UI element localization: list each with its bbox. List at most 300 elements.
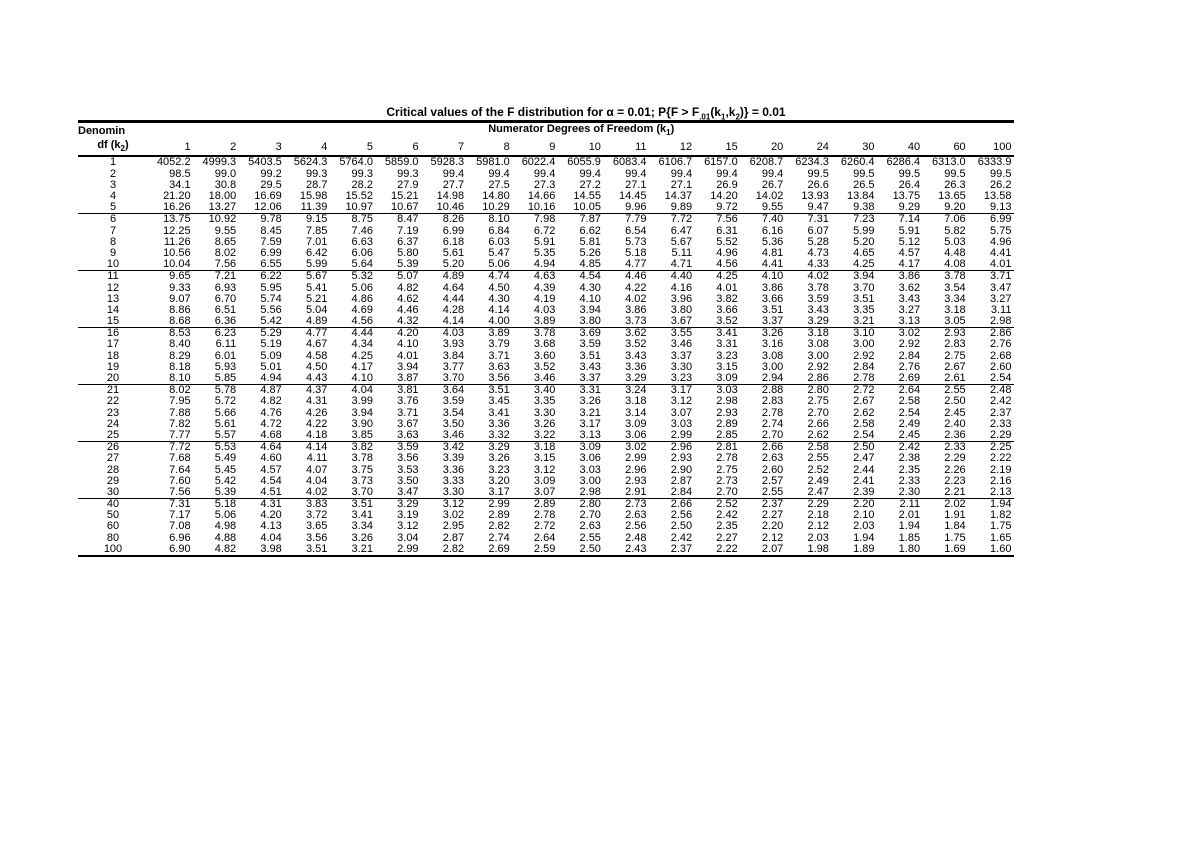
critical-value-cell: 99.4: [761, 167, 784, 180]
numerator-df-header: 6: [376, 139, 422, 156]
critical-value-cell: 3.09: [716, 372, 738, 385]
critical-value-cell: 2.58: [898, 395, 921, 408]
critical-value-cell: 4.64: [442, 281, 465, 294]
critical-value-cell: 2.93: [716, 406, 738, 419]
critical-value-cell: 4.32: [397, 315, 419, 328]
critical-value-cell: 2.69: [898, 372, 921, 385]
critical-value-cell: 4.82: [260, 395, 282, 408]
critical-value-cell: 27.1: [670, 178, 693, 191]
critical-value-cell: 3.16: [761, 338, 784, 351]
critical-value-cell: 3.31: [716, 338, 738, 351]
critical-value-cell: 7.98: [513, 214, 559, 226]
critical-value-cell: 13.58: [983, 190, 1012, 203]
denominator-df-cell: 17: [106, 338, 120, 351]
critical-value-cell: 3.26: [533, 417, 556, 430]
critical-value-cell: 3.36: [488, 417, 510, 430]
critical-value-cell: 1.65: [990, 531, 1012, 544]
critical-value-cell: 2.99: [376, 544, 422, 556]
critical-value-cell: 5.82: [944, 224, 966, 237]
critical-value-cell: 4.03: [533, 303, 556, 316]
critical-value-cell: 2.26: [944, 463, 966, 476]
critical-value-cell: 3.02: [878, 328, 924, 340]
critical-value-cell: 3.51: [285, 544, 331, 556]
numerator-df-header: 8: [467, 139, 513, 156]
critical-value-cell: 3.80: [579, 315, 601, 328]
critical-value-cell: 2.29: [990, 428, 1012, 441]
critical-value-cell: 3.66: [761, 292, 784, 305]
critical-value-cell: 3.21: [853, 315, 875, 328]
critical-value-cell: 3.04: [397, 531, 419, 544]
critical-value-cell: 5.73: [625, 235, 647, 248]
critical-value-cell: 10.46: [436, 201, 465, 214]
title-sub1: .01: [699, 112, 711, 122]
critical-value-cell: 7.82: [169, 417, 191, 430]
critical-value-cell: 4.82: [397, 281, 419, 294]
denominator-df-cell: 2: [109, 167, 117, 180]
critical-value-cell: 2.80: [558, 499, 604, 511]
critical-value-cell: 5.61: [442, 246, 465, 259]
critical-value-cell: 5.66: [214, 406, 237, 419]
critical-value-cell: 5.03: [944, 235, 966, 248]
header-row-2: [78, 139, 1014, 156]
critical-value-cell: 2.70: [716, 485, 738, 498]
critical-value-cell: 2.88: [741, 385, 787, 397]
critical-value-cell: 3.13: [898, 315, 921, 328]
critical-value-cell: 4.02: [305, 485, 328, 498]
critical-value-cell: 2.56: [670, 509, 693, 522]
critical-value-cell: 2.67: [853, 395, 875, 408]
critical-value-cell: 2.90: [670, 463, 693, 476]
critical-value-cell: 5.39: [397, 258, 419, 271]
critical-value-cell: 6313.0: [932, 156, 966, 169]
critical-value-cell: 99.4: [442, 167, 465, 180]
critical-value-cell: 5.85: [214, 372, 237, 385]
critical-value-cell: 4.74: [467, 271, 513, 283]
critical-value-cell: 3.46: [670, 338, 693, 351]
critical-value-cell: 3.94: [397, 360, 419, 373]
critical-value-cell: 7.19: [397, 224, 419, 237]
critical-value-cell: 4.81: [761, 246, 784, 259]
critical-value-cell: 5.67: [285, 271, 331, 283]
table-row: [78, 453, 1014, 464]
critical-value-cell: 6333.9: [977, 156, 1012, 169]
critical-value-cell: 2.45: [898, 428, 921, 441]
critical-value-cell: 3.03: [670, 417, 693, 430]
critical-value-cell: 5859.0: [384, 156, 419, 169]
critical-value-cell: 2.23: [944, 474, 966, 487]
table-row: [78, 544, 1014, 556]
critical-value-cell: 3.34: [351, 520, 373, 533]
numerator-df-header: 1: [148, 139, 194, 156]
critical-value-cell: 2.89: [513, 499, 559, 511]
denominator-df-cell: 28: [106, 463, 120, 476]
critical-value-cell: 2.72: [533, 520, 556, 533]
critical-value-cell: 3.08: [807, 338, 829, 351]
critical-value-cell: 4.72: [260, 417, 282, 430]
critical-value-cell: 4.67: [305, 338, 328, 351]
critical-value-cell: 3.62: [604, 328, 650, 340]
critical-value-cell: 3.13: [579, 428, 601, 441]
critical-value-cell: 6234.3: [795, 156, 829, 169]
critical-value-cell: 7.56: [695, 214, 741, 226]
critical-value-cell: 13.75: [892, 190, 921, 203]
critical-value-cell: 3.70: [442, 372, 465, 385]
denominator-df-cell: 5: [109, 201, 117, 214]
critical-value-cell: 3.82: [716, 292, 738, 305]
critical-value-cell: 4.98: [214, 520, 237, 533]
denominator-df-cell: 15: [106, 315, 120, 328]
title-prefix: Critical values of the F distribution for: [386, 105, 607, 119]
critical-value-cell: 4.10: [397, 338, 419, 351]
critical-value-cell: 3.10: [832, 328, 878, 340]
critical-value-cell: 5.49: [214, 452, 237, 465]
denominator-df-cell: 18: [106, 349, 120, 362]
table-row: [78, 202, 1014, 214]
critical-value-cell: 2.78: [716, 452, 738, 465]
critical-value-cell: 4.26: [305, 406, 328, 419]
critical-value-cell: 2.92: [807, 360, 829, 373]
title-sub3: 2: [735, 112, 740, 122]
critical-value-cell: 2.02: [923, 499, 969, 511]
critical-value-cell: 3.15: [716, 360, 738, 373]
critical-value-cell: 4.94: [533, 258, 556, 271]
critical-value-cell: 6286.4: [886, 156, 921, 169]
critical-value-cell: 5.28: [807, 235, 829, 248]
critical-value-cell: 2.60: [761, 463, 784, 476]
critical-value-cell: 3.08: [761, 349, 784, 362]
denominator-df-cell: 80: [106, 531, 120, 544]
critical-value-cell: 1.60: [969, 544, 1015, 556]
critical-value-cell: 3.75: [351, 463, 373, 476]
table-row: [78, 226, 1014, 237]
critical-value-cell: 4.40: [650, 271, 696, 283]
critical-value-cell: 2.43: [604, 544, 650, 556]
critical-value-cell: 6.51: [214, 303, 237, 316]
critical-value-cell: 2.50: [944, 395, 966, 408]
critical-value-cell: 7.87: [558, 214, 604, 226]
critical-value-cell: 4.48: [944, 246, 966, 259]
critical-value-cell: 14.98: [436, 190, 465, 203]
critical-value-cell: 3.23: [670, 372, 693, 385]
critical-value-cell: 4.77: [625, 258, 647, 271]
critical-value-cell: 3.32: [488, 428, 510, 441]
critical-value-cell: 4.73: [807, 246, 829, 259]
critical-value-cell: 2.66: [650, 499, 696, 511]
critical-value-cell: 3.22: [533, 428, 556, 441]
critical-value-cell: 3.03: [579, 463, 601, 476]
critical-value-cell: 2.61: [944, 372, 966, 385]
critical-value-cell: 9.72: [716, 201, 738, 214]
critical-value-cell: 4.01: [716, 281, 738, 294]
critical-value-cell: 2.29: [786, 499, 832, 511]
critical-value-cell: 3.47: [990, 281, 1012, 294]
critical-value-cell: 5.99: [305, 258, 328, 271]
critical-value-cell: 2.83: [944, 338, 966, 351]
critical-value-cell: 4.25: [695, 271, 741, 283]
critical-value-cell: 99.4: [670, 167, 693, 180]
critical-value-cell: 7.06: [923, 214, 969, 226]
critical-value-cell: 3.23: [716, 349, 738, 362]
critical-value-cell: 4.07: [305, 463, 328, 476]
critical-value-cell: 3.34: [944, 292, 966, 305]
critical-value-cell: 3.89: [467, 328, 513, 340]
critical-value-cell: 99.2: [260, 167, 282, 180]
critical-value-cell: 1.75: [944, 531, 966, 544]
row-label-line1: Denomin: [78, 122, 148, 140]
critical-value-cell: 26.4: [898, 178, 921, 191]
critical-value-cell: 7.72: [650, 214, 696, 226]
critical-value-cell: 28.2: [351, 178, 373, 191]
critical-value-cell: 3.19: [397, 509, 419, 522]
critical-value-cell: 4.13: [260, 520, 282, 533]
critical-value-cell: 10.92: [194, 214, 240, 226]
critical-value-cell: 2.55: [923, 385, 969, 397]
critical-value-cell: 3.51: [467, 385, 513, 397]
critical-value-cell: 4.54: [558, 271, 604, 283]
critical-value-cell: 2.33: [923, 442, 969, 454]
critical-value-cell: 5.35: [533, 246, 556, 259]
critical-value-cell: 21.20: [163, 190, 191, 203]
critical-value-cell: 3.62: [898, 281, 921, 294]
critical-value-cell: 4.39: [533, 281, 556, 294]
critical-value-cell: 2.86: [807, 372, 829, 385]
critical-value-cell: 5.56: [260, 303, 282, 316]
numerator-df-header: 60: [923, 139, 969, 156]
critical-value-cell: 27.1: [625, 178, 647, 191]
critical-value-cell: 6.16: [761, 224, 784, 237]
critical-value-cell: 3.00: [579, 474, 601, 487]
critical-value-cell: 8.86: [169, 303, 191, 316]
critical-value-cell: 2.96: [625, 463, 647, 476]
critical-value-cell: 14.55: [573, 190, 601, 203]
critical-value-cell: 7.46: [351, 224, 373, 237]
critical-value-cell: 2.47: [853, 452, 875, 465]
critical-value-cell: 3.02: [442, 509, 465, 522]
critical-value-cell: 3.98: [239, 544, 285, 556]
critical-value-cell: 3.09: [533, 474, 556, 487]
critical-value-cell: 3.37: [579, 372, 601, 385]
critical-value-cell: 7.59: [260, 235, 282, 248]
critical-value-cell: 2.78: [853, 372, 875, 385]
critical-value-cell: 3.78: [923, 271, 969, 283]
critical-value-cell: 4.10: [579, 292, 601, 305]
critical-value-cell: 8.26: [422, 214, 468, 226]
critical-value-cell: 4.30: [488, 292, 510, 305]
critical-value-cell: 2.72: [832, 385, 878, 397]
critical-value-cell: 4.69: [351, 303, 373, 316]
critical-value-cell: 13.65: [938, 190, 966, 203]
critical-value-cell: 1.85: [898, 531, 921, 544]
critical-value-cell: 99.4: [625, 167, 647, 180]
critical-value-cell: 3.18: [786, 328, 832, 340]
critical-value-cell: 3.73: [625, 315, 647, 328]
critical-value-cell: 5.72: [214, 395, 237, 408]
critical-value-cell: 3.12: [670, 395, 693, 408]
critical-value-cell: 4.46: [397, 303, 419, 316]
critical-value-cell: 3.30: [442, 485, 465, 498]
critical-value-cell: 4052.2: [156, 156, 191, 169]
critical-value-cell: 9.78: [239, 214, 285, 226]
critical-value-cell: 5.41: [305, 281, 328, 294]
critical-value-cell: 4.02: [786, 271, 832, 283]
numerator-df-header: 12: [650, 139, 696, 156]
critical-value-cell: 9.13: [990, 201, 1012, 214]
critical-value-cell: 5.18: [194, 499, 240, 511]
critical-value-cell: 8.02: [148, 385, 194, 397]
critical-value-cell: 4.34: [351, 338, 373, 351]
critical-value-cell: 6.99: [260, 246, 282, 259]
critical-value-cell: 2.29: [944, 452, 966, 465]
critical-value-cell: 6.07: [807, 224, 829, 237]
critical-value-cell: 8.10: [169, 372, 191, 385]
critical-value-cell: 4.54: [260, 474, 282, 487]
critical-value-cell: 2.44: [853, 463, 875, 476]
critical-value-cell: 1.89: [832, 544, 878, 556]
critical-value-cell: 5.29: [239, 328, 285, 340]
critical-value-cell: 2.45: [944, 406, 966, 419]
critical-value-cell: 2.41: [853, 474, 875, 487]
critical-value-cell: 8.47: [376, 214, 422, 226]
critical-value-cell: 3.83: [285, 499, 331, 511]
critical-value-cell: 2.63: [761, 452, 784, 465]
critical-value-cell: 3.06: [579, 452, 601, 465]
critical-value-cell: 2.47: [807, 485, 829, 498]
denominator-df-cell: 100: [78, 544, 148, 556]
critical-value-cell: 2.03: [807, 531, 829, 544]
critical-value-cell: 4.33: [807, 258, 829, 271]
critical-value-cell: 2.87: [670, 474, 693, 487]
critical-value-cell: 26.7: [761, 178, 784, 191]
critical-value-cell: 14.37: [664, 190, 693, 203]
critical-value-cell: 2.49: [898, 417, 921, 430]
critical-value-cell: 99.5: [853, 167, 875, 180]
critical-value-cell: 2.86: [969, 328, 1015, 340]
critical-value-cell: 5624.3: [293, 156, 328, 169]
critical-value-cell: 6.31: [716, 224, 738, 237]
critical-value-cell: 1.69: [923, 544, 969, 556]
critical-value-cell: 2.67: [944, 360, 966, 373]
critical-value-cell: 4.41: [761, 258, 784, 271]
critical-value-cell: 3.78: [807, 281, 829, 294]
critical-value-cell: 2.76: [990, 338, 1012, 351]
critical-value-cell: 2.83: [761, 395, 784, 408]
critical-value-cell: 4.96: [990, 235, 1012, 248]
critical-value-cell: 3.35: [853, 303, 875, 316]
critical-value-cell: 2.18: [807, 509, 829, 522]
critical-value-cell: 2.20: [761, 520, 784, 533]
critical-value-cell: 2.11: [878, 499, 924, 511]
critical-value-cell: 3.84: [442, 349, 465, 362]
critical-value-cell: 11.39: [300, 201, 328, 214]
critical-value-cell: 1.94: [853, 531, 875, 544]
critical-value-cell: 5.91: [533, 235, 556, 248]
critical-value-cell: 2.03: [853, 520, 875, 533]
critical-value-cell: 3.06: [625, 428, 647, 441]
critical-value-cell: 8.02: [214, 246, 237, 259]
critical-value-cell: 3.37: [761, 315, 784, 328]
critical-value-cell: 3.55: [650, 328, 696, 340]
critical-value-cell: 2.73: [604, 499, 650, 511]
critical-value-cell: 3.72: [305, 509, 328, 522]
critical-value-cell: 3.29: [807, 315, 829, 328]
critical-value-cell: 30.8: [214, 178, 237, 191]
critical-value-cell: 4.62: [397, 292, 419, 305]
critical-value-cell: 2.42: [716, 509, 738, 522]
critical-value-cell: 2.16: [990, 474, 1012, 487]
critical-value-cell: 13.27: [208, 201, 237, 214]
critical-value-cell: 5.21: [305, 292, 328, 305]
critical-value-cell: 3.86: [761, 281, 784, 294]
critical-value-cell: 5.74: [260, 292, 282, 305]
critical-value-cell: 6.22: [239, 271, 285, 283]
critical-value-cell: 4.68: [260, 428, 282, 441]
critical-value-cell: 3.71: [969, 271, 1015, 283]
critical-value-cell: 8.40: [169, 338, 191, 351]
critical-value-cell: 3.52: [716, 315, 738, 328]
critical-value-cell: 99.4: [579, 167, 601, 180]
denominator-df-cell: 26: [78, 442, 148, 454]
critical-value-cell: 5.07: [376, 271, 422, 283]
critical-value-cell: 99.3: [305, 167, 328, 180]
critical-value-cell: 2.73: [716, 474, 738, 487]
critical-value-cell: 99.5: [898, 167, 921, 180]
critical-value-cell: 3.29: [625, 372, 647, 385]
critical-value-cell: 13.93: [801, 190, 829, 203]
numerator-label-text: Numerator Degrees of Freedom (k: [488, 123, 667, 135]
numerator-df-header: 5: [330, 139, 376, 156]
critical-value-cell: 4.25: [853, 258, 875, 271]
critical-value-cell: 5.57: [214, 428, 237, 441]
critical-value-cell: 3.41: [351, 509, 373, 522]
critical-value-cell: 6208.7: [749, 156, 784, 169]
table-row: [78, 373, 1014, 385]
critical-value-cell: 3.43: [807, 303, 829, 316]
critical-value-cell: 3.26: [488, 452, 510, 465]
critical-value-cell: 3.09: [558, 442, 604, 454]
critical-value-cell: 4.51: [260, 485, 282, 498]
critical-value-cell: 5.53: [194, 442, 240, 454]
table-row: [78, 408, 1014, 419]
critical-value-cell: 3.94: [832, 271, 878, 283]
critical-value-cell: 5.42: [260, 315, 282, 328]
critical-value-cell: 8.18: [169, 360, 191, 373]
critical-value-cell: 9.15: [285, 214, 331, 226]
critical-value-cell: 3.17: [579, 417, 601, 430]
critical-value-cell: 4.77: [285, 328, 331, 340]
critical-value-cell: 2.30: [898, 485, 921, 498]
critical-value-cell: 9.29: [898, 201, 921, 214]
critical-value-cell: 5.01: [260, 360, 282, 373]
critical-value-cell: 3.70: [351, 485, 373, 498]
critical-value-cell: 2.10: [853, 509, 875, 522]
critical-value-cell: 2.52: [807, 463, 829, 476]
critical-value-cell: 6.06: [351, 246, 373, 259]
critical-value-cell: 2.78: [761, 406, 784, 419]
critical-value-cell: 5.91: [898, 224, 921, 237]
critical-value-cell: 15.52: [345, 190, 373, 203]
critical-value-cell: 2.37: [650, 544, 696, 556]
numerator-df-header: 4: [285, 139, 331, 156]
critical-value-cell: 3.52: [533, 360, 556, 373]
critical-value-cell: 9.65: [148, 271, 194, 283]
critical-value-cell: 3.37: [670, 349, 693, 362]
critical-value-cell: 3.90: [351, 417, 373, 430]
critical-value-cell: 2.50: [670, 520, 693, 533]
critical-value-cell: 3.96: [670, 292, 693, 305]
critical-value-cell: 3.42: [422, 442, 468, 454]
critical-value-cell: 4.14: [285, 442, 331, 454]
critical-value-cell: 6.70: [214, 292, 237, 305]
